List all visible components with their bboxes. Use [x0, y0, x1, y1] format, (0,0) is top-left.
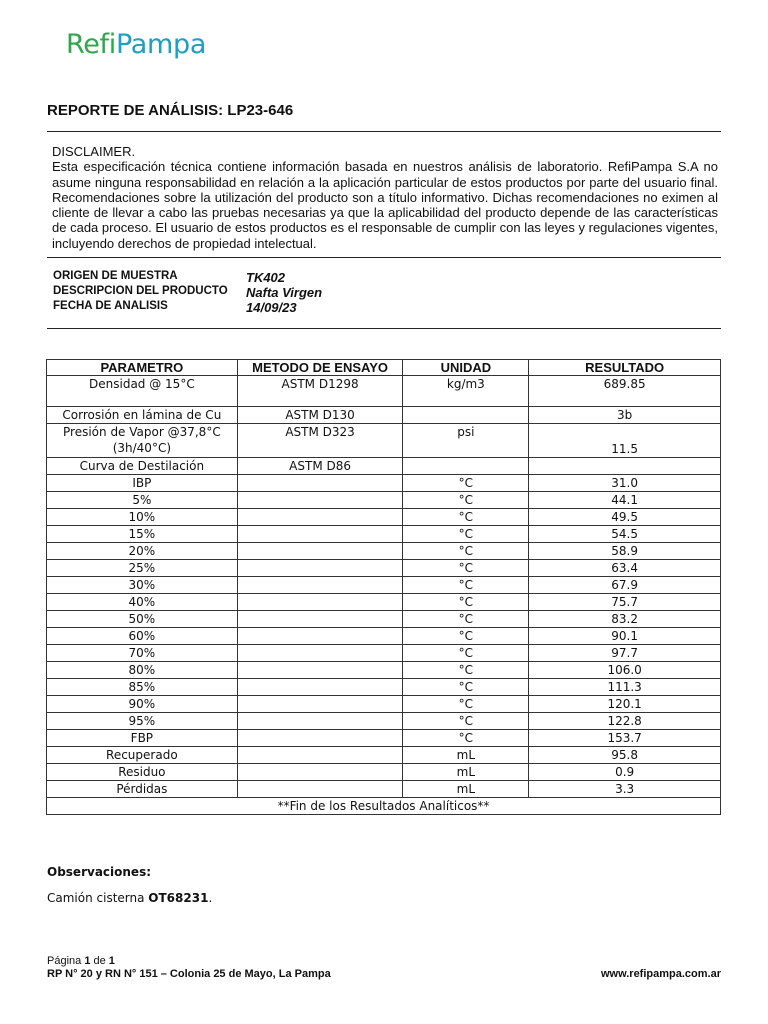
table-end-row: [47, 798, 721, 815]
tanker-code: OT68231: [148, 891, 209, 905]
product-value: Nafta Virgen: [246, 285, 323, 300]
table-row: [47, 747, 721, 764]
cell-metodo: [237, 781, 403, 798]
cell-parametro: Recuperado: [47, 747, 238, 764]
company-logo: [66, 29, 206, 60]
cell-parametro: 15%: [47, 526, 238, 543]
disclaimer-heading: DISCLAIMER.: [52, 144, 136, 159]
table-row: [47, 424, 721, 458]
cell-metodo: [237, 611, 403, 628]
cell-unidad: °C: [403, 509, 529, 526]
observations-prefix: Camión cisterna: [47, 891, 149, 905]
cell-resultado: 75.7: [529, 594, 721, 611]
cell-parametro: 80%: [47, 662, 238, 679]
cell-parametro: 10%: [47, 509, 238, 526]
cell-resultado: 97.7: [529, 645, 721, 662]
results-table: [46, 359, 721, 815]
cell-resultado: 111.3: [529, 679, 721, 696]
cell-parametro: 30%: [47, 577, 238, 594]
cell-unidad: °C: [403, 526, 529, 543]
header-unidad: UNIDAD: [403, 360, 529, 376]
observations-text: [47, 891, 212, 905]
logo-text-refi: Refi: [66, 29, 116, 60]
page-indicator: [47, 955, 115, 967]
cell-metodo: [237, 475, 403, 492]
cell-metodo: [237, 577, 403, 594]
end-note: **Fin de los Resultados Analíticos**: [47, 798, 721, 815]
cell-unidad: °C: [403, 628, 529, 645]
cell-resultado: 49.5: [529, 509, 721, 526]
cell-unidad: °C: [403, 662, 529, 679]
page-word: Página: [47, 955, 85, 967]
table-row: [47, 376, 721, 407]
cell-metodo: [237, 492, 403, 509]
table-row: [47, 679, 721, 696]
cell-resultado: 153.7: [529, 730, 721, 747]
cell-unidad: kg/m3: [403, 376, 529, 407]
cell-unidad: mL: [403, 764, 529, 781]
table-row: [47, 560, 721, 577]
cell-parametro: Residuo: [47, 764, 238, 781]
cell-resultado: 31.0: [529, 475, 721, 492]
cell-unidad: °C: [403, 696, 529, 713]
footer-website[interactable]: www.refipampa.com.ar: [600, 968, 721, 980]
cell-metodo: ASTM D86: [237, 458, 403, 475]
cell-parametro: Presión de Vapor @37,8°C (3h/40°C): [47, 424, 238, 458]
cell-parametro: 90%: [47, 696, 238, 713]
observations-suffix: .: [208, 891, 213, 905]
cell-metodo: ASTM D323: [237, 424, 403, 458]
cell-parametro: 70%: [47, 645, 238, 662]
table-row: [47, 696, 721, 713]
table-row: [47, 628, 721, 645]
table-row: [47, 577, 721, 594]
cell-unidad: °C: [403, 679, 529, 696]
cell-parametro: 50%: [47, 611, 238, 628]
cell-unidad: °C: [403, 560, 529, 577]
cell-parametro: Pérdidas: [47, 781, 238, 798]
table-row: [47, 611, 721, 628]
cell-metodo: [237, 662, 403, 679]
cell-resultado: 44.1: [529, 492, 721, 509]
cell-unidad: mL: [403, 747, 529, 764]
table-row: [47, 543, 721, 560]
cell-metodo: [237, 730, 403, 747]
cell-parametro: Densidad @ 15°C: [47, 376, 238, 407]
cell-parametro: 5%: [47, 492, 238, 509]
cell-parametro: 25%: [47, 560, 238, 577]
disclaimer-body: Esta especificación técnica contiene información basada en nuestros análisis de laboratorio. RefiPampa S.A no asume ninguna responsabilidad en relación a la aplicación particular de estos productos por parte del usuario final. Recomendaciones sobre la utilización del producto son a título informativo. Dichas recomendaciones no eximen al cliente de llevar a cabo las pruebas necesarias ya que la aplicabilidad del producto depende de las características de cada proceso. El usuario de estos productos es el responsable de cumplir con las leyes y regulaciones vigentes, incluyendo derechos de propiedad intelectual.: [52, 159, 718, 251]
cell-resultado: 122.8: [529, 713, 721, 730]
cell-parametro: FBP: [47, 730, 238, 747]
cell-resultado: 106.0: [529, 662, 721, 679]
table-row: [47, 645, 721, 662]
cell-unidad: °C: [403, 543, 529, 560]
table-row: [47, 475, 721, 492]
cell-metodo: [237, 594, 403, 611]
cell-resultado: [529, 458, 721, 475]
cell-resultado: 83.2: [529, 611, 721, 628]
cell-resultado: 0.9: [529, 764, 721, 781]
cell-metodo: [237, 696, 403, 713]
page-of: de: [90, 955, 109, 967]
cell-parametro: 40%: [47, 594, 238, 611]
cell-metodo: [237, 764, 403, 781]
cell-resultado: 90.1: [529, 628, 721, 645]
table-row: [47, 764, 721, 781]
cell-parametro: IBP: [47, 475, 238, 492]
table-row: [47, 492, 721, 509]
observations-title: Observaciones:: [47, 865, 152, 879]
date-label: FECHA DE ANALISIS: [53, 300, 168, 312]
divider: [47, 131, 721, 132]
cell-unidad: °C: [403, 492, 529, 509]
header-metodo: METODO DE ENSAYO: [237, 360, 403, 376]
cell-resultado: 120.1: [529, 696, 721, 713]
logo-text-pampa: Pampa: [115, 29, 207, 60]
cell-parametro: 85%: [47, 679, 238, 696]
cell-resultado: 3b: [529, 407, 721, 424]
cell-metodo: [237, 645, 403, 662]
table-row: [47, 713, 721, 730]
divider: [47, 328, 721, 329]
cell-metodo: ASTM D1298: [237, 376, 403, 407]
header-parametro: PARAMETRO: [47, 360, 238, 376]
table-row: [47, 662, 721, 679]
cell-unidad: [403, 407, 529, 424]
cell-unidad: °C: [403, 713, 529, 730]
page-total: 1: [108, 955, 115, 967]
table-row: [47, 730, 721, 747]
cell-metodo: [237, 747, 403, 764]
cell-parametro: 60%: [47, 628, 238, 645]
product-label: DESCRIPCION DEL PRODUCTO: [53, 285, 228, 297]
cell-metodo: [237, 713, 403, 730]
cell-parametro: Curva de Destilación: [47, 458, 238, 475]
cell-resultado: 54.5: [529, 526, 721, 543]
cell-unidad: mL: [403, 781, 529, 798]
table-row: [47, 509, 721, 526]
cell-resultado: 3.3: [529, 781, 721, 798]
cell-metodo: [237, 560, 403, 577]
cell-metodo: ASTM D130: [237, 407, 403, 424]
cell-unidad: °C: [403, 475, 529, 492]
cell-parametro: Corrosión en lámina de Cu: [47, 407, 238, 424]
cell-parametro: 95%: [47, 713, 238, 730]
cell-unidad: °C: [403, 730, 529, 747]
footer-address: RP N° 20 y RN N° 151 – Colonia 25 de Mayo, La Pampa: [47, 968, 331, 980]
cell-resultado: 58.9: [529, 543, 721, 560]
cell-resultado: 95.8: [529, 747, 721, 764]
cell-metodo: [237, 509, 403, 526]
disclaimer: [52, 144, 718, 251]
cell-parametro: 20%: [47, 543, 238, 560]
cell-unidad: [403, 458, 529, 475]
cell-metodo: [237, 628, 403, 645]
cell-metodo: [237, 679, 403, 696]
cell-metodo: [237, 543, 403, 560]
header-resultado: RESULTADO: [529, 360, 721, 376]
table-row: [47, 407, 721, 424]
table-row: [47, 594, 721, 611]
cell-unidad: °C: [403, 577, 529, 594]
cell-metodo: [237, 526, 403, 543]
cell-unidad: °C: [403, 594, 529, 611]
cell-unidad: psi: [403, 424, 529, 458]
table-row: [47, 458, 721, 475]
cell-resultado: 67.9: [529, 577, 721, 594]
origin-value: TK402: [246, 270, 286, 285]
cell-resultado: 11.5: [529, 424, 721, 458]
cell-unidad: °C: [403, 645, 529, 662]
table-row: [47, 781, 721, 798]
report-title: REPORTE DE ANÁLISIS: LP23-646: [47, 102, 294, 119]
table-header-row: [47, 360, 721, 376]
origin-label: ORIGEN DE MUESTRA: [53, 270, 178, 282]
cell-resultado: 63.4: [529, 560, 721, 577]
page-number: 1: [84, 955, 91, 967]
table-row: [47, 526, 721, 543]
cell-resultado: 689.85: [529, 376, 721, 407]
cell-unidad: °C: [403, 611, 529, 628]
date-value: 14/09/23: [246, 300, 297, 315]
divider: [47, 257, 721, 258]
